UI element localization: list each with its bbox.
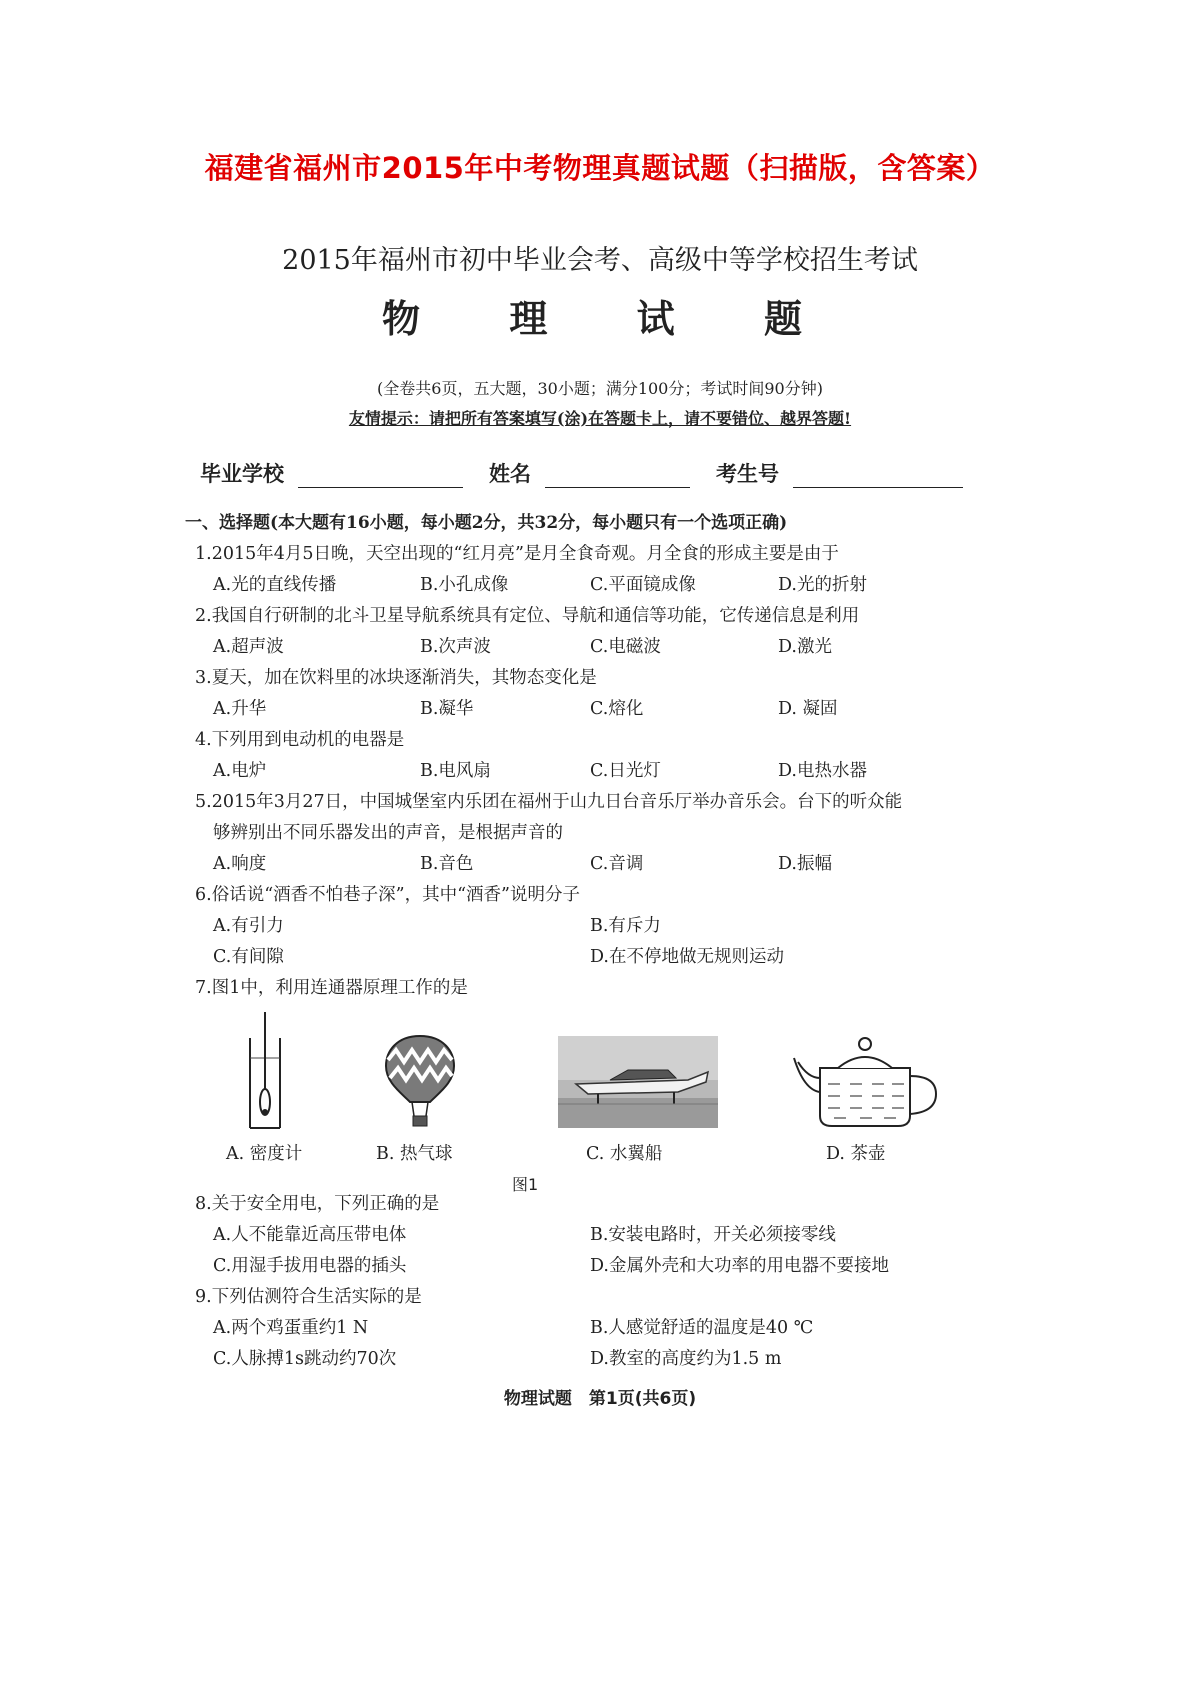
option: D.光的折射 bbox=[778, 575, 867, 595]
option: C.电磁波 bbox=[590, 637, 661, 657]
option: B.安装电路时，开关必须接零线 bbox=[590, 1225, 836, 1245]
exam-no-blank[interactable] bbox=[793, 467, 963, 488]
option: B.电风扇 bbox=[420, 761, 491, 781]
question-stem: 2.我国自行研制的北斗卫星导航系统具有定位、导航和通信等功能，它传递信息是利用 bbox=[195, 606, 860, 626]
exam-name: 2015年福州市初中毕业会考、高级中等学校招生考试 bbox=[282, 245, 918, 276]
name-label: 姓名 bbox=[489, 462, 531, 486]
option: C.熔化 bbox=[590, 699, 644, 719]
school-blank[interactable] bbox=[298, 467, 463, 488]
subject-char: 理 bbox=[509, 296, 548, 341]
friendly-tip: 友情提示：请把所有答案填写(涂)在答题卡上，请不要错位、越界答题! bbox=[348, 409, 852, 428]
option: B.人感觉舒适的温度是40 ℃ bbox=[590, 1318, 814, 1338]
subject-char: 题 bbox=[763, 296, 802, 341]
subject-title bbox=[382, 288, 802, 343]
teapot-figure bbox=[790, 1032, 940, 1130]
hydrofoil-boat-figure bbox=[558, 1036, 718, 1128]
option: D.振幅 bbox=[778, 854, 832, 874]
exam-info: (全卷共6页，五大题，30小题；满分100分；考试时间90分钟) bbox=[377, 379, 823, 398]
exam-no-label: 考生号 bbox=[716, 462, 779, 486]
hot-air-balloon-figure bbox=[384, 1034, 456, 1130]
question-stem: 9.下列估测符合生活实际的是 bbox=[195, 1287, 422, 1307]
option: B.音色 bbox=[420, 854, 474, 874]
option: A.光的直线传播 bbox=[213, 575, 337, 595]
figure-label: A. 密度计 bbox=[226, 1144, 303, 1164]
option: C.有间隙 bbox=[213, 947, 284, 967]
question-stem: 1.2015年4月5日晚，天空出现的“红月亮”是月全食奇观。月全食的形成主要是由于 bbox=[195, 544, 839, 564]
page-footer: 物理试题 第1页(共6页) bbox=[503, 1389, 697, 1409]
school-label: 毕业学校 bbox=[200, 462, 284, 486]
option: C.音调 bbox=[590, 854, 644, 874]
question-stem: 6.俗话说“酒香不怕巷子深”，其中“酒香”说明分子 bbox=[195, 885, 580, 905]
option: A.电炉 bbox=[213, 761, 267, 781]
document-title: 福建省福州市2015年中考物理真题试题（扫描版，含答案） bbox=[204, 151, 996, 185]
option: D.激光 bbox=[778, 637, 832, 657]
name-blank[interactable] bbox=[545, 467, 690, 488]
option: A.有引力 bbox=[213, 916, 284, 936]
subject-char: 物 bbox=[382, 296, 421, 341]
option: D.教室的高度约为1.5 m bbox=[590, 1349, 782, 1369]
option: C.人脉搏1s跳动约70次 bbox=[213, 1349, 397, 1369]
option: D.在不停地做无规则运动 bbox=[590, 947, 784, 967]
option: B.次声波 bbox=[420, 637, 491, 657]
question-stem: 8.关于安全用电，下列正确的是 bbox=[195, 1194, 440, 1214]
question-stem: 4.下列用到电动机的电器是 bbox=[195, 730, 405, 750]
option: A.人不能靠近高压带电体 bbox=[213, 1225, 407, 1245]
option: D.金属外壳和大功率的用电器不要接地 bbox=[590, 1256, 889, 1276]
densimeter-figure bbox=[236, 1010, 296, 1130]
question-stem: 5.2015年3月27日，中国城堡室内乐团在福州于山九日台音乐厅举办音乐会。台下的听众能 bbox=[195, 792, 903, 812]
question-stem: 3.夏天，加在饮料里的冰块逐渐消失，其物态变化是 bbox=[195, 668, 597, 688]
question-stem: 7.图1中，利用连通器原理工作的是 bbox=[195, 978, 468, 998]
section-heading: 一、选择题(本大题有16小题，每小题2分，共32分，每小题只有一个选项正确) bbox=[185, 513, 788, 533]
figure-label: D. 茶壶 bbox=[826, 1144, 886, 1164]
question-stem-continued: 够辨别出不同乐器发出的声音，是根据声音的 bbox=[213, 823, 563, 843]
option: B.小孔成像 bbox=[420, 575, 509, 595]
candidate-fields bbox=[200, 458, 975, 488]
option: D. 凝固 bbox=[778, 699, 838, 719]
option: A.两个鸡蛋重约1 N bbox=[213, 1318, 369, 1338]
figure-label: B. 热气球 bbox=[376, 1144, 453, 1164]
option: B.有斥力 bbox=[590, 916, 661, 936]
subject-char: 试 bbox=[636, 296, 675, 341]
option: C.用湿手拔用电器的插头 bbox=[213, 1256, 407, 1276]
option: A.超声波 bbox=[213, 637, 284, 657]
option: D.电热水器 bbox=[778, 761, 867, 781]
option: A.升华 bbox=[213, 699, 267, 719]
option: B.凝华 bbox=[420, 699, 474, 719]
figure-caption: 图1 bbox=[512, 1175, 539, 1194]
option: C.平面镜成像 bbox=[590, 575, 696, 595]
figure-label: C. 水翼船 bbox=[586, 1144, 663, 1164]
option: C.日光灯 bbox=[590, 761, 661, 781]
option: A.响度 bbox=[213, 854, 267, 874]
